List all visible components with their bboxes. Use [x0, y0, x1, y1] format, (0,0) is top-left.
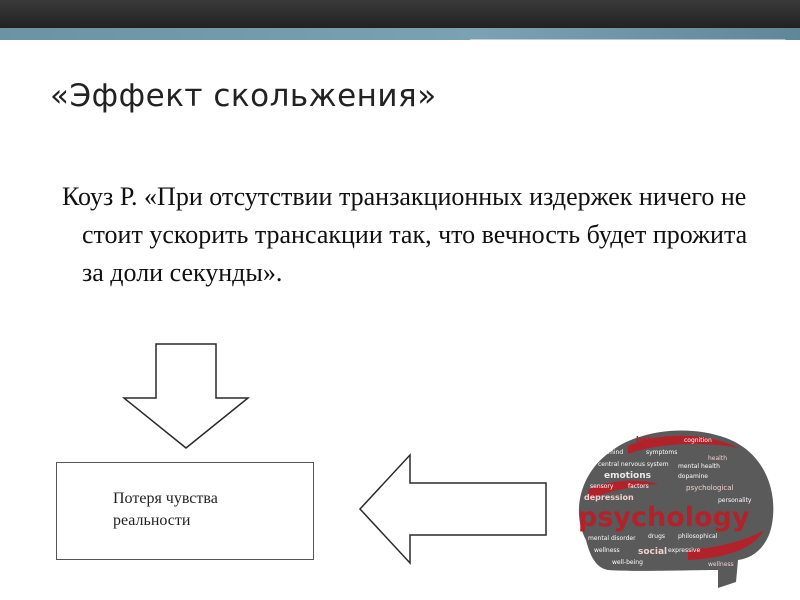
brain-word: wellness: [594, 547, 620, 554]
brain-word: mental disorder: [588, 535, 636, 542]
down-arrow-icon: [120, 342, 252, 452]
brain-word: wellness: [708, 561, 734, 568]
brain-word: social: [638, 547, 668, 557]
brain-word: philosophical: [678, 533, 718, 540]
reality-box: [56, 462, 314, 560]
brain-word: sensory: [590, 483, 614, 490]
brain-word: factors: [628, 483, 649, 490]
brain-word: behavior: [636, 435, 676, 444]
brain-word: symptoms: [646, 449, 678, 456]
brain-word: emotions: [604, 471, 651, 481]
top-dark-bar: [0, 0, 800, 28]
brain-word: mental health: [678, 463, 720, 470]
brain-word: dopamine: [678, 473, 708, 480]
psychology-brain-image: [568, 420, 778, 595]
brain-word: psychological: [686, 484, 734, 492]
header-ornament: [470, 36, 800, 58]
slide-title: «Эффект скольжения»: [50, 78, 437, 114]
brain-word: cognition: [684, 437, 712, 444]
brain-word: personality: [718, 497, 752, 504]
brain-word: mind: [608, 449, 624, 456]
brain-word: drugs: [648, 533, 666, 540]
brain-word: central nervous system: [598, 461, 669, 468]
reality-box-label: Потеря чувства реальности: [113, 490, 218, 529]
left-arrow-icon: [358, 453, 548, 565]
brain-main-word: psychology: [578, 502, 750, 533]
brain-word: expressive: [668, 547, 701, 554]
quote-text: Коуз Р. «При отсутствии транзакционных издержек ничего не стоит ускорить трансакции так, что вечность будет прожита за доли секунды».: [62, 182, 748, 287]
brain-word: well-being: [612, 559, 643, 566]
brain-word: depression: [584, 493, 634, 502]
brain-word: health: [708, 455, 727, 462]
